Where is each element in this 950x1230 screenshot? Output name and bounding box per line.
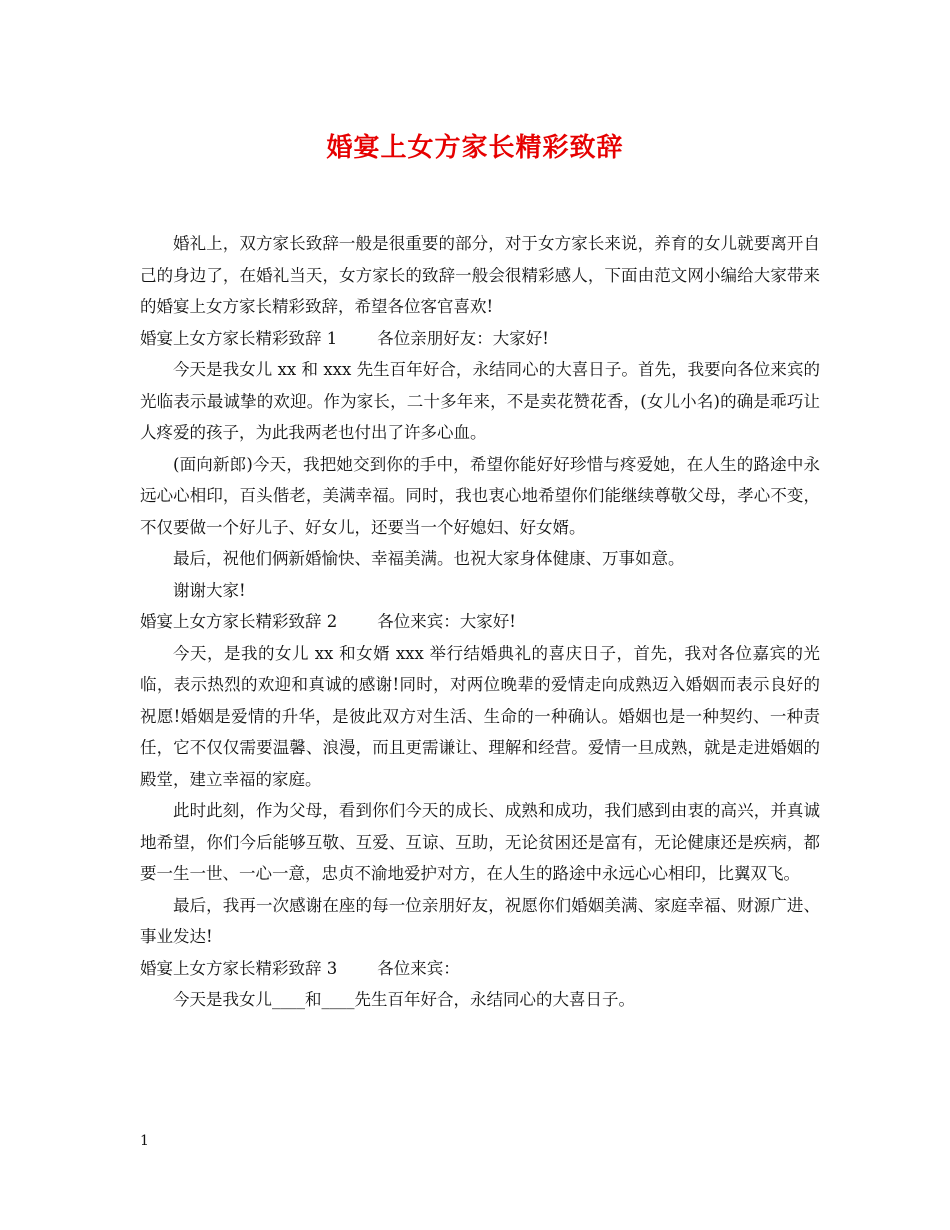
section-2-paragraph: 最后，我再一次感谢在座的每一位亲朋好友，祝愿你们婚姻美满、家庭幸福、财源广进、事业发达! <box>140 895 820 946</box>
section-1-paragraph: 最后，祝他们俩新婚愉快、幸福美满。也祝大家身体健康、万事如意。 <box>173 549 685 568</box>
section-3-heading: 婚宴上女方家长精彩致辞 3 <box>140 958 338 978</box>
section-1-greeting: 各位亲朋好友：大家好! <box>377 328 549 348</box>
section-1-paragraph: 今天是我女儿 xx 和 xxx 先生百年好合，永结同心的大喜日子。首先，我要向各位来宾的光临表示最诚挚的欢迎。作为家长，二十多年来，不是卖花赞花香，(女儿小名)的确是乖巧让人疼爱的孩子，为此我两老也付出了许多心血。 <box>140 360 820 442</box>
document-body <box>140 228 820 1016</box>
document-title: 婚宴上女方家长精彩致辞 <box>326 133 624 163</box>
intro-paragraph: 婚礼上，双方家长致辞一般是很重要的部分，对于女方家长来说，养育的女儿就要离开自己的身边了，在婚礼当天，女方家长的致辞一般会很精彩感人，下面由范文网小编给大家带来的婚宴上女方家长精彩致辞，希望各位客官喜欢! <box>140 234 820 316</box>
section-1-paragraph: 谢谢大家! <box>173 580 246 600</box>
section-2-heading-line <box>140 606 820 638</box>
section-2-paragraph: 此时此刻，作为父母，看到你们今天的成长、成熟和成功，我们感到由衷的高兴，并真诚地希望，你们今后能够互敬、互爱、互谅、互助，无论贫困还是富有，无论健康还是疾病，都要一生一世、一心一意，忠贞不渝地爱护对方，在人生的路途中永远心心相印，比翼双飞。 <box>140 801 820 883</box>
section-2-heading: 婚宴上女方家长精彩致辞 2 <box>140 612 338 631</box>
section-3-greeting: 各位来宾： <box>377 958 460 978</box>
section-2-greeting: 各位来宾：大家好! <box>377 612 516 631</box>
page-number: 1 <box>140 1133 149 1149</box>
section-1-heading: 婚宴上女方家长精彩致辞 1 <box>140 328 338 348</box>
section-3-paragraph: 今天是我女儿____和____先生百年好合，永结同心的大喜日子。 <box>173 990 635 1009</box>
section-2-paragraph: 今天，是我的女儿 xx 和女婿 xxx 举行结婚典礼的喜庆日子，首先，我对各位嘉宾的光临，表示热烈的欢迎和真诚的感谢!同时，对两位晚辈的爱情走向成熟迈入婚姻而表示良好的祝愿!婚姻是爱情的升华，是彼此双方对生活、生命的一种确认。婚姻也是一种契约、一种责任，它不仅仅需要温馨、浪漫，而且更需谦让、理解和经营。爱情一旦成熟，就是走进婚姻的殿堂，建立幸福的家庭。 <box>140 643 820 789</box>
section-1-paragraph: (面向新郎)今天，我把她交到你的手中，希望你能好好珍惜与疼爱她，在人生的路途中永远心心相印，百头偕老，美满幸福。同时，我也衷心地希望你们能继续尊敬父母，孝心不变，不仅要做一个好儿子、好女儿，还要当一个好媳妇、好女婿。 <box>140 454 820 537</box>
section-1-heading-line <box>140 323 820 355</box>
section-3-heading-line <box>140 953 820 985</box>
